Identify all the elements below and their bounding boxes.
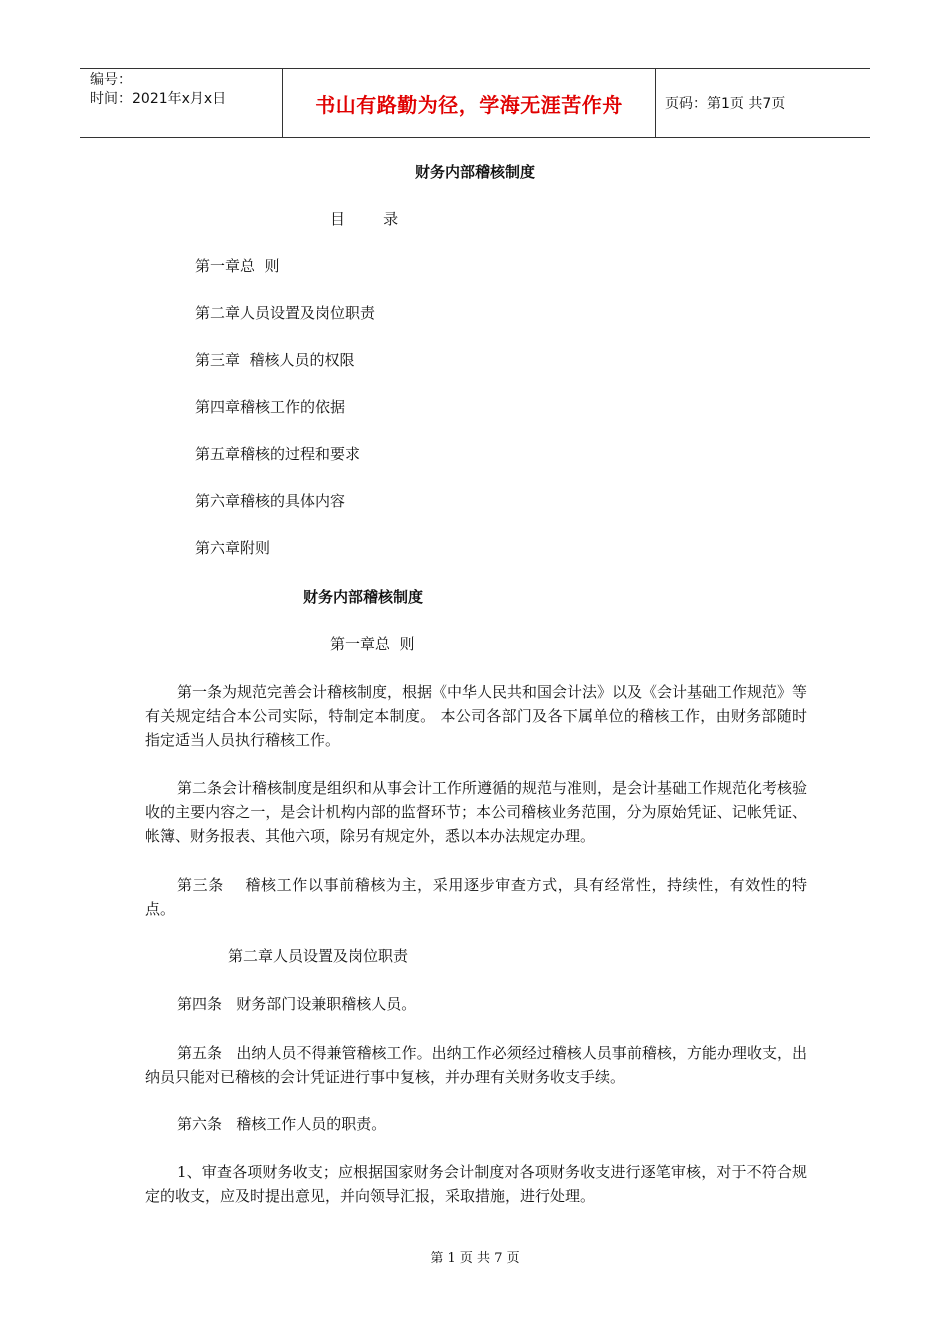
toc-item: 第三章 稽核人员的权限: [195, 351, 355, 369]
toc-title: 目 录: [330, 210, 399, 228]
toc-item: 第四章稽核工作的依据: [195, 398, 346, 416]
header-left-cell: [90, 71, 226, 109]
toc-item: 第五章稽核的过程和要求: [195, 445, 361, 463]
article-paragraph: 第五条 出纳人员不得兼管稽核工作。出纳工作必须经过稽核人员事前稽核，方能办理收支，出纳员只能对已稽核的会计凭证进行事中复核，并办理有关财务收支手续。: [145, 1044, 807, 1086]
article-paragraph: 第二条会计稽核制度是组织和从事会计工作所遵循的规范与准则，是会计基础工作规范化考核验收的主要内容之一，是会计机构内部的监督环节；本公司稽核业务范围，分为原始凭证、记帐凭证、帐簿、财务报表、其他六项，除另有规定外，悉以本办法规定办理。: [145, 779, 808, 845]
header-divider: [655, 69, 656, 137]
toc-item: 第六章稽核的具体内容: [195, 492, 346, 510]
article-paragraph: 第六条 稽核工作人员的职责。: [177, 1115, 387, 1133]
article-paragraph: 第四条 财务部门设兼职稽核人员。: [177, 995, 417, 1013]
document-title: 财务内部稽核制度: [414, 163, 535, 181]
article-paragraph: 第一条为规范完善会计稽核制度，根据《中华人民共和国会计法》以及《会计基础工作规范》等有关规定结合本公司实际，特制定本制度。 本公司各部门及各下属单位的稽核工作，由财务部随时指定适当人员执行稽核工作。: [145, 683, 808, 749]
number-label: 编号：: [90, 72, 132, 88]
toc-item: 第二章人员设置及岗位职责: [195, 304, 376, 322]
chapter-heading: 第二章人员设置及岗位职责: [228, 947, 409, 965]
toc-item: 第一章总 则: [195, 257, 280, 275]
toc-item: 第六章附则: [195, 539, 271, 557]
page-footer: 第 1 页 共 7 页: [430, 1251, 520, 1266]
header-page-info: 页码：第1页 共7页: [665, 96, 786, 112]
header-motto: 书山有路勤为径，学海无涯苦作舟: [315, 92, 623, 117]
body-title: 财务内部稽核制度: [303, 588, 424, 606]
article-paragraph: 1、审查各项财务收支；应根据国家财务会计制度对各项财务收支进行逐笔审核，对于不符合规定的收支，应及时提出意见，并向领导汇报，采取措施，进行处理。: [145, 1163, 807, 1205]
chapter-heading: 第一章总 则: [330, 635, 415, 653]
header-table: [80, 68, 870, 138]
date-label: 时间：2021年x月x日: [90, 91, 227, 107]
article-paragraph: 第三条 稽核工作以事前稽核为主，采用逐步审查方式，具有经常性，持续性，有效性的特点。: [145, 876, 807, 918]
